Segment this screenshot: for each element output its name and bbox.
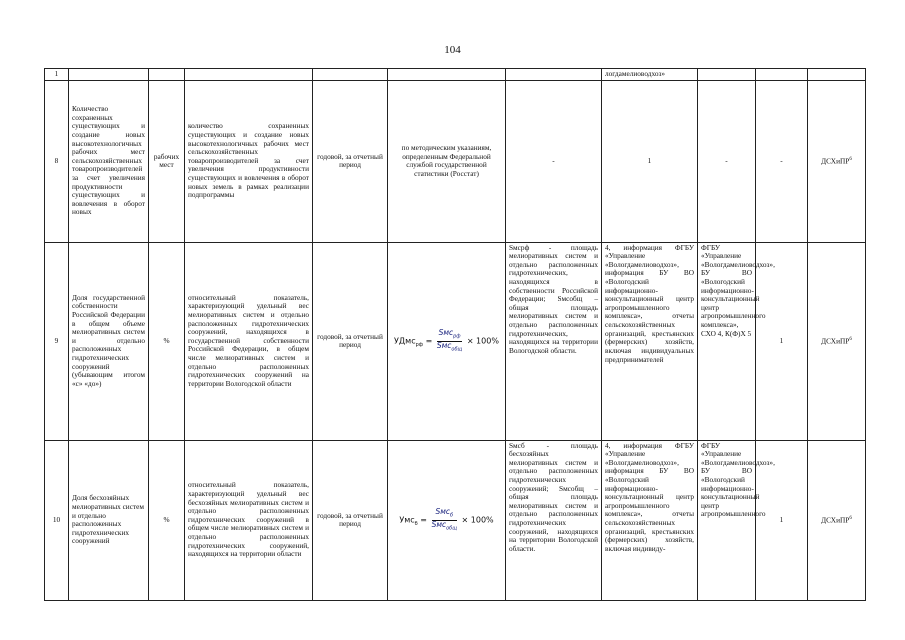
- indicator-table: [44, 68, 866, 601]
- cell-org: ДСХиПР$^6$: [808, 80, 866, 242]
- cell-org: ДСХиПР$^6$: [808, 242, 866, 440]
- cell-source: 4, информация ФГБУ «Управление «Вологдамелиоводхоз», информация БУ ВО «Вологодский информационно-консультационный центр агропромышленного комплекса», отчеты сельскохозяйственных организаций, крестьянских (фермерских) хозяйств, включая индивидуальных предпринимателей: [602, 242, 698, 440]
- cell-period: годовой, за отчетный период: [313, 440, 388, 600]
- cell-source: 1: [602, 80, 698, 242]
- table-row: [45, 80, 866, 242]
- cell-name: Количество сохраненных существующих и создание новых высокотехнологичных рабочих мест сельскохозяйственных товаропроизводителей за счет увеличения продуктивности существующих и вовлечения в оборот новых: [69, 80, 149, 242]
- cell-source: 4, информация ФГБУ «Управление «Вологдамелиоводхоз», информация БУ ВО «Вологодский информационно-консультационный центр агропромышленного комплекса», отчеты сельскохозяйственных организаций, крестьянских (фермерских) хозяйств, включая индивиду-: [602, 440, 698, 600]
- cell-col10: -: [756, 80, 808, 242]
- cell-unit: %: [149, 242, 185, 440]
- cell-num: 9: [45, 242, 69, 440]
- cell-definition: количество сохраненных существующих и создание новых высокотехнологичных рабочих мест сельскохозяйственных товаропроизводителей за счет увеличения продуктивности существующих и вовлечения в оборот новых земель в рамках реализации подпрограммы: [185, 80, 313, 242]
- table-row: [45, 242, 866, 440]
- cell-num: 1: [45, 69, 69, 81]
- cell-col10: 1: [756, 440, 808, 600]
- cell-basic: -: [506, 80, 602, 242]
- cell-num: 10: [45, 440, 69, 600]
- cell-unit: %: [149, 440, 185, 600]
- cell-name: Доля бесхозяйных мелиоративных систем и отдельно расположенных гидротехнических сооружений: [69, 440, 149, 600]
- cell-name: Доля государственной собственности Российской Федерации в общем объеме мелиоративных систем и отдельно расположенных гидротехнических сооружений (убывающим итогом «с» «до»): [69, 242, 149, 440]
- page-number: 104: [444, 44, 461, 56]
- continuation-row: [45, 69, 866, 81]
- table-row: [45, 440, 866, 600]
- cell-org: ДСХиПР$^6$: [808, 440, 866, 600]
- cell-definition: относительный показатель, характеризующий удельный вес бесхозяйных мелиоративных систем и отдельно расположенных гидротехнических сооружений в общем числе мелиоративных систем и отдельно расположенных гидротехнических сооружений, находящихся на территории области: [185, 440, 313, 600]
- cell-responsible: ФГБУ «Управление «Вологдамелиоводхоз», БУ ВО «Вологодский информационно-консультационный центр агропромышленного комплекса», СХО 4, К(Ф)Х 5: [698, 242, 756, 440]
- cell-method: по методическим указаниям, определенным Федеральной службой государственной статистики (Росстат): [388, 80, 506, 242]
- cell-formula: УДмс$_{рф}$ = $\frac{Sмс_{рф}}{Sмс_{общ}}$ × 100%: [388, 242, 506, 440]
- cell-period: годовой, за отчетный период: [313, 242, 388, 440]
- cell-basic: Sмсб - площадь бесхозяйных мелиоративных систем и отдельно расположенных гидротехнических сооружений; Sмсобщ – общая площадь мелиоративных систем и отдельно расположенных гидротехнических сооружений, находящихся на территории Вологодской области.: [506, 440, 602, 600]
- cell-formula: Умс$_б$ = $\frac{Sмс_б}{Sмс_{общ}}$ × 100%: [388, 440, 506, 600]
- cell-basic: Sмсрф - площадь мелиоративных систем и отдельно расположенных гидротехнических, находящихся в собственности Российской Федерации; Sмсобщ – общая площадь мелиоративных систем и отдельно расположенных гидротехнических, находящихся на территории Вологодской области.: [506, 242, 602, 440]
- cell-period: годовой, за отчетный период: [313, 80, 388, 242]
- cell-source-cont: логдамелиоводхоз»: [602, 69, 698, 81]
- cell-responsible: ФГБУ «Управление «Вологдамелиоводхоз», БУ ВО «Вологодский информационно-консультационный центр агропромышленного: [698, 440, 756, 600]
- cell-num: 8: [45, 80, 69, 242]
- cell-unit: рабочих мест: [149, 80, 185, 242]
- cell-col10: 1: [756, 242, 808, 440]
- cell-definition: относительный показатель, характеризующий удельный вес мелиоративных систем и отдельно расположенных гидротехнических сооружений, находящихся в государственной собственности Российской Федерации, в общем числе мелиоративных систем и отдельно расположенных гидротехнических сооружений на территории Вологодской области: [185, 242, 313, 440]
- cell-responsible: -: [698, 80, 756, 242]
